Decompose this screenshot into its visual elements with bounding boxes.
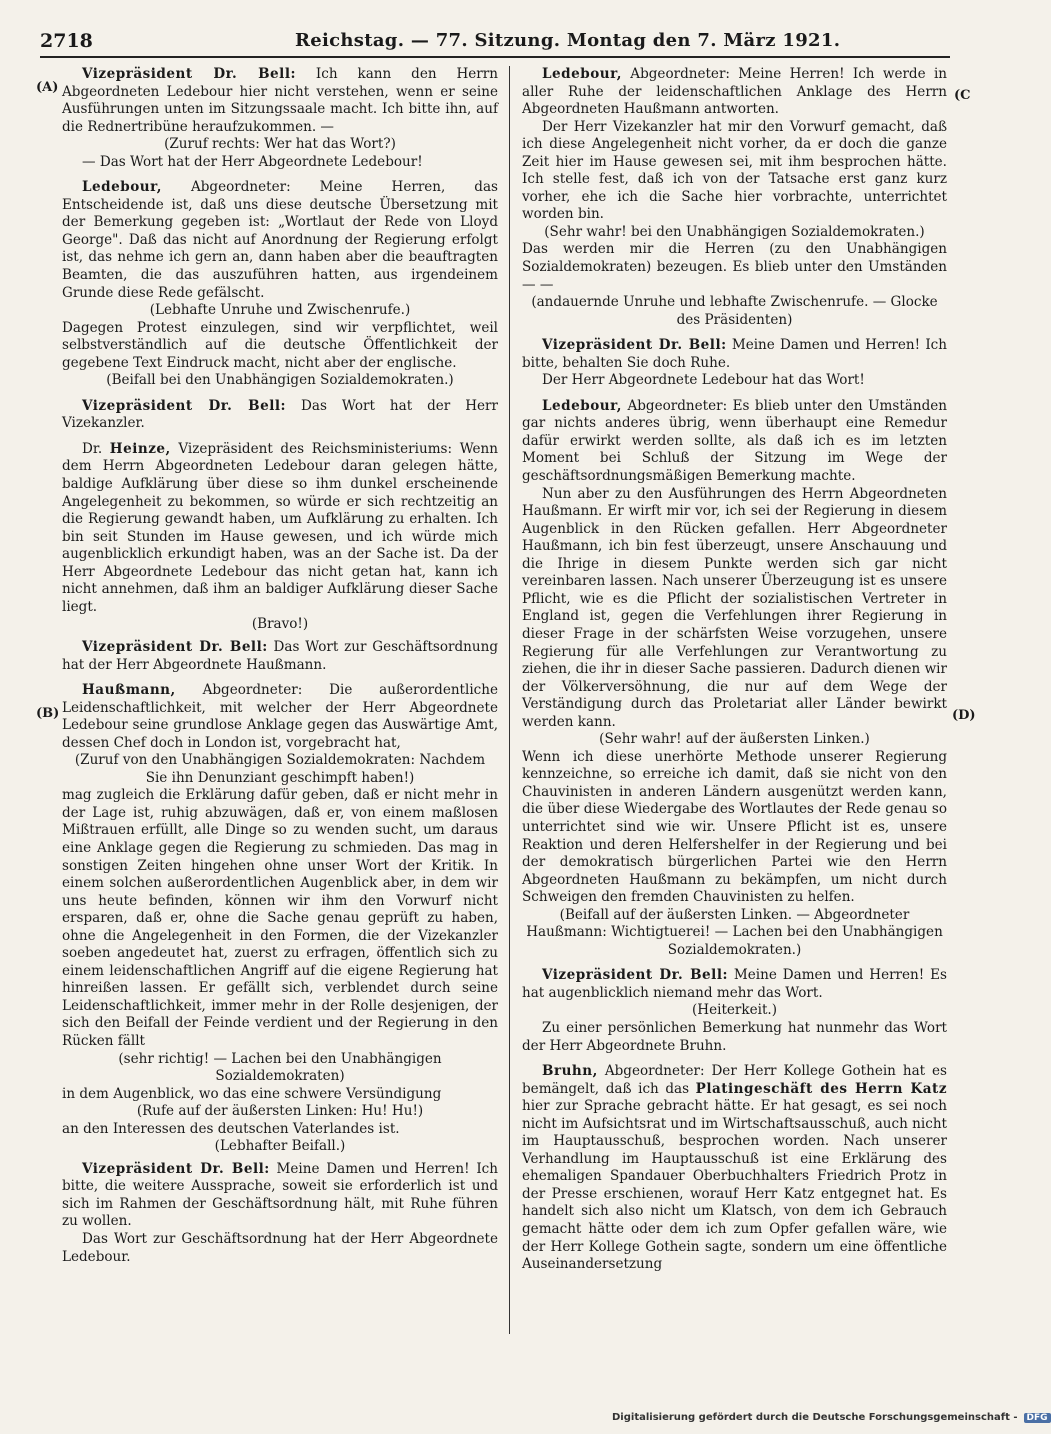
margin-mark-c: (C: [954, 88, 971, 103]
speech-paragraph: Vizepräsident Dr. Bell: Ich kann den Herrn Abgeordneten Ledebour hier nicht verstehen, wenn er seine Ausführungen unten im Sitzungssaale macht. Ich bitte ihn, auf die Rednertribüne heraufzukommen. —: [62, 66, 498, 135]
speech-paragraph: Zu einer persönlichen Bemerkung hat nunmehr das Wort der Herr Abgeordnete Bruhn.: [522, 1019, 947, 1054]
speech-paragraph: in dem Augenblick, wo das eine schwere Versündigung: [62, 1085, 442, 1102]
margin-mark-b: (B): [36, 706, 60, 721]
speech-paragraph: Wenn ich diese unerhörte Methode unserer Regierung kennzeichne, so erreiche ich damit, daß sie nicht von den Chauvinisten in anderen Ländern ausgenützt werden kann, die über diese Wiedergabe des Wortlautes der Rede genau so unterrichtet sind wie wir. Unsere Pflicht ist es, unsere Reaktion und deren Helfershelfer in der Regierung und bei der demokratisch bürgerlichen Partei wie den Herrn Abgeordneten Haußmann zu bekämpfen, um nicht durch Schweigen den fremden Chauvinisten zu helfen.: [522, 748, 947, 906]
interjection: (Lebhafter Beifall.): [214, 1138, 346, 1155]
speaker-name: Vizepräsident Dr. Bell:: [542, 967, 728, 984]
interjection: (andauernde Unruhe und lebhafte Zwischenrufe. — Glocke des Präsidenten): [531, 294, 938, 328]
speaker-name: Heinze,: [109, 440, 171, 457]
speaker-name: Haußmann,: [82, 682, 176, 699]
speech-paragraph: Vizepräsident Dr. Bell: Das Wort zur Geschäftsordnung hat der Herr Abgeordnete Haußmann.: [62, 638, 498, 673]
interjection: (Heiterkeit.): [692, 1002, 777, 1019]
page-number: 2718: [40, 30, 93, 52]
speech-paragraph: Das Wort zur Geschäftsordnung hat der Herr Abgeordnete Ledebour.: [62, 1231, 498, 1265]
footer-credit: [612, 1412, 1051, 1423]
interjection: (Lebhafte Unruhe und Zwischenrufe.): [149, 302, 411, 319]
speech-paragraph: Vizepräsident Dr. Bell: Meine Damen und Herren! Ich bitte, die weitere Aussprache, soweit sie erforderlich ist und sich im Rahmen der Geschäftsordnung hält, mit Ruhe führen zu wollen.: [62, 1160, 498, 1230]
page-header: [40, 30, 945, 54]
speaker-name: Vizepräsident Dr. Bell:: [82, 638, 268, 655]
speech-paragraph: Das werden mir die Herren (zu den Unabhängigen Sozialdemokraten) bezeugen. Es blieb unter den Umständen — —: [522, 241, 947, 293]
interjection: (Zuruf rechts: Wer hat das Wort?): [164, 136, 396, 153]
speaker-name: Bruhn,: [542, 1063, 598, 1080]
margin-mark-a: (A): [36, 80, 59, 95]
speech-paragraph: Ledebour, Abgeordneter: Meine Herren, das Entscheidende ist, daß uns diese deutsche Übersetzung mit der Bemerkung gegeben ist: „Wortlaut der Rede von Lloyd George". Daß das nicht auf Anordnung der Regierung erfolgt ist, das nehme ich gern an, dann haben aber die beauftragten Beamten, die das auszuführen hatten, aus irgendeinem Grunde diese Rede gefälscht.: [62, 179, 498, 301]
speech-paragraph: Der Herr Abgeordnete Ledebour hat das Wort!: [542, 372, 865, 389]
speech-paragraph: Der Herr Vizekanzler hat mir den Vorwurf gemacht, daß ich diese Angelegenheit nicht vorher, da er doch die ganze Zeit hier im Hause gewesen sei, mit ihm besprochen hätte. Ich stelle fest, daß ich von der Tatsache erst ganz kurz vorher, ehe ich die Sache hier vorbrachte, unterrichtet worden bin.: [522, 118, 947, 223]
interjection: (Beifall bei den Unabhängigen Sozialdemokraten.): [106, 372, 454, 389]
speaker-name: Vizepräsident Dr. Bell:: [82, 1160, 270, 1177]
speaker-name: Ledebour,: [542, 66, 622, 82]
header-rule: [40, 56, 950, 58]
speech-paragraph: Vizepräsident Dr. Bell: Meine Damen und Herren! Es hat augenblicklich niemand mehr das Wort.: [522, 967, 947, 1001]
interjection: (Bravo!): [251, 616, 309, 633]
interjection: (Sehr wahr! auf der äußersten Linken.): [599, 731, 870, 748]
interjection: (sehr richtig! — Lachen bei den Unabhängigen Sozialdemokraten): [118, 1050, 442, 1085]
speech-paragraph: — Das Wort hat der Herr Abgeordnete Ledebour!: [82, 153, 423, 170]
speech-paragraph: Dagegen Protest einzulegen, sind wir verpflichtet, weil selbstverständlich auf die deutsche Öffentlichkeit der gegebene Text Eindruck macht, nicht aber der englische.: [62, 319, 498, 371]
right-column: [522, 66, 947, 1274]
speech-paragraph: Vizepräsident Dr. Bell: Meine Damen und Herren! Ich bitte, behalten Sie doch Ruhe.: [522, 337, 947, 371]
margin-mark-d: (D): [952, 708, 976, 723]
speech-paragraph: mag zugleich die Erklärung dafür geben, daß er nicht mehr in der Lage ist, ruhig abzuwägen, daß er, von einem maßlosen Mißtrauen erfüllt, alle Dinge so zu wenden sucht, um daraus eine Anklage gegen die Regierung zu schmieden. Das mag in sonstigen Zeiten hingehen ohne unser Wort der Kritik. In einem solchen außerordentlichen Augenblick aber, in dem wir uns heute befinden, können wir ihm den Vorwurf nicht ersparen, daß er, ohne die Sache genau geprüft zu haben, ohne die Angelegenheit in den Formen, die der Vizekanzler soeben angedeutet hat, zuerst zu erfragen, öffentlich sich zu einem leidenschaftlichen Angriff auf die eigene Regierung hat hinreißen lassen. Er gefällt sich, verblendet durch seine Leidenschaftlichkeit, immer mehr in der Rolle desjenigen, der sich den Beifall der Feinde verdient und der Regierung in den Rücken fällt: [62, 787, 498, 1049]
speaker-name: Vizepräsident Dr. Bell:: [82, 66, 296, 82]
speech-paragraph: an den Interessen des deutschen Vaterlandes ist.: [62, 1120, 400, 1137]
speaker-name: Vizepräsident Dr. Bell:: [542, 337, 727, 354]
speech-paragraph: Haußmann, Abgeordneter: Die außerordentliche Leidenschaftlichkeit, mit welcher der Herr Abgeordnete Ledebour seine grundlose Anklage gegen das Auswärtige Amt, dessen Chef doch in London ist, vorgebracht hat,: [62, 682, 498, 751]
interjection: (Zuruf von den Unabhängigen Sozialdemokraten: Nachdem Sie ihn Denunziant geschimpft haben!): [74, 752, 486, 786]
emphasized-text: Platingeschäft des Herrn Katz: [695, 1080, 948, 1097]
column-divider: [509, 66, 510, 1334]
speech-paragraph: Ledebour, Abgeordneter: Es blieb unter den Umständen gar nichts anderes übrig, wenn überhaupt eine Remedur dafür erwirkt werden sollte, als daß ich es im letzten Moment bei Schluß der Sitzung im Wege der geschäftsordnungsmäßigen Bemerkung machte.: [522, 397, 947, 485]
speech-paragraph: Nun aber zu den Ausführungen des Herrn Abgeordneten Haußmann. Er wirft mir vor, ich sei der Regierung in diesem Augenblick in den Rücken gefallen. Herr Abgeordneter Haußmann, ich bin fest überzeugt, unsere Anschauung und die Ihrige in diesem Punkte werden sich gar nicht vereinbaren lassen. Nach unserer Überzeugung ist es unsere Pflicht, wie es die Pflicht der sozialistischen Vertreter in England ist, gegen die Verfehlungen ihrer Regierung in dieser Frage in der schärfsten Weise vorzugehen, unsere Regierung für alle Verfehlungen zur Verantwortung zu ziehen, die ihr in dieser Sache passieren. Dadurch dienen wir der Völkerversöhnung, die nur auf dem Wege der Verständigung durch das Proletariat aller Länder bewirkt werden kann.: [522, 485, 947, 730]
speech-paragraph: Ledebour, Abgeordneter: Meine Herren! Ich werde in aller Ruhe der leidenschaftlichen Anklage des Herrn Abgeordneten Haußmann antworten.: [522, 66, 947, 118]
speaker-name: Vizepräsident Dr. Bell:: [82, 397, 287, 414]
running-title: Reichstag. — 77. Sitzung. Montag den 7. März 1921.: [295, 30, 841, 51]
speech-paragraph: Dr. Heinze, Vizepräsident des Reichsministeriums: Wenn dem Herrn Abgeordneten Ledebour daran gelegen hätte, baldige Aufklärung über diese so ihm dunkel erscheinende Angelegenheit zu bekommen, so würde er sich rechtzeitig an die Regierung gewandt haben, um Aufklärung zu erhalten. Ich bin seit Stunden im Hause gewesen, und ich würde mich augenblicklich erkundigt haben, was an der Sache ist. Da der Herr Abgeordnete Ledebour das nicht getan hat, kann ich nicht annehmen, daß ihm an baldiger Aufklärung dieser Sache liegt.: [62, 440, 498, 615]
left-column: [62, 66, 498, 1266]
dfg-logo: DFG: [1024, 1413, 1051, 1423]
interjection: (Beifall auf der äußersten Linken. — Abgeordneter Haußmann: Wichtigtuerei! — Lachen bei den Unabhängigen Sozialdemokraten.): [526, 906, 943, 958]
speaker-name: Ledebour,: [82, 179, 162, 196]
speech-paragraph: Bruhn, Abgeordneter: Der Herr Kollege Gothein hat es bemängelt, daß ich das Platingeschäft des Herrn Katz hier zur Sprache gebracht hätte. Er hat gesagt, es sei noch nicht im Aufsichtsrat und im Wirtschaftsausschuß, auch nicht im Hauptausschuß, besprochen worden. Nach unserer Verhandlung im Hauptausschuß ist eine Erklärung des ehemaligen Spandauer Oberbuchhalters Friedrich Protz in der Presse erschienen, worauf Herr Katz entgegnet hat. Es handelt sich also nicht um Klatsch, von dem ich Gebrauch gemacht hätte oder dem ich zum Opfer gefallen wäre, wie der Herr Kollege Gothein sagte, sondern um eine öffentliche Auseinandersetzung: [522, 1063, 948, 1273]
speech-paragraph: Vizepräsident Dr. Bell: Das Wort hat der Herr Vizekanzler.: [62, 397, 499, 432]
footer-text: Digitalisierung gefördert durch die Deutsche Forschungsgemeinschaft -: [612, 1412, 1018, 1423]
interjection: (Sehr wahr! bei den Unabhängigen Sozialdemokraten.): [544, 223, 925, 240]
speaker-name: Ledebour,: [542, 397, 622, 414]
interjection: (Rufe auf der äußersten Linken: Hu! Hu!): [136, 1103, 424, 1120]
